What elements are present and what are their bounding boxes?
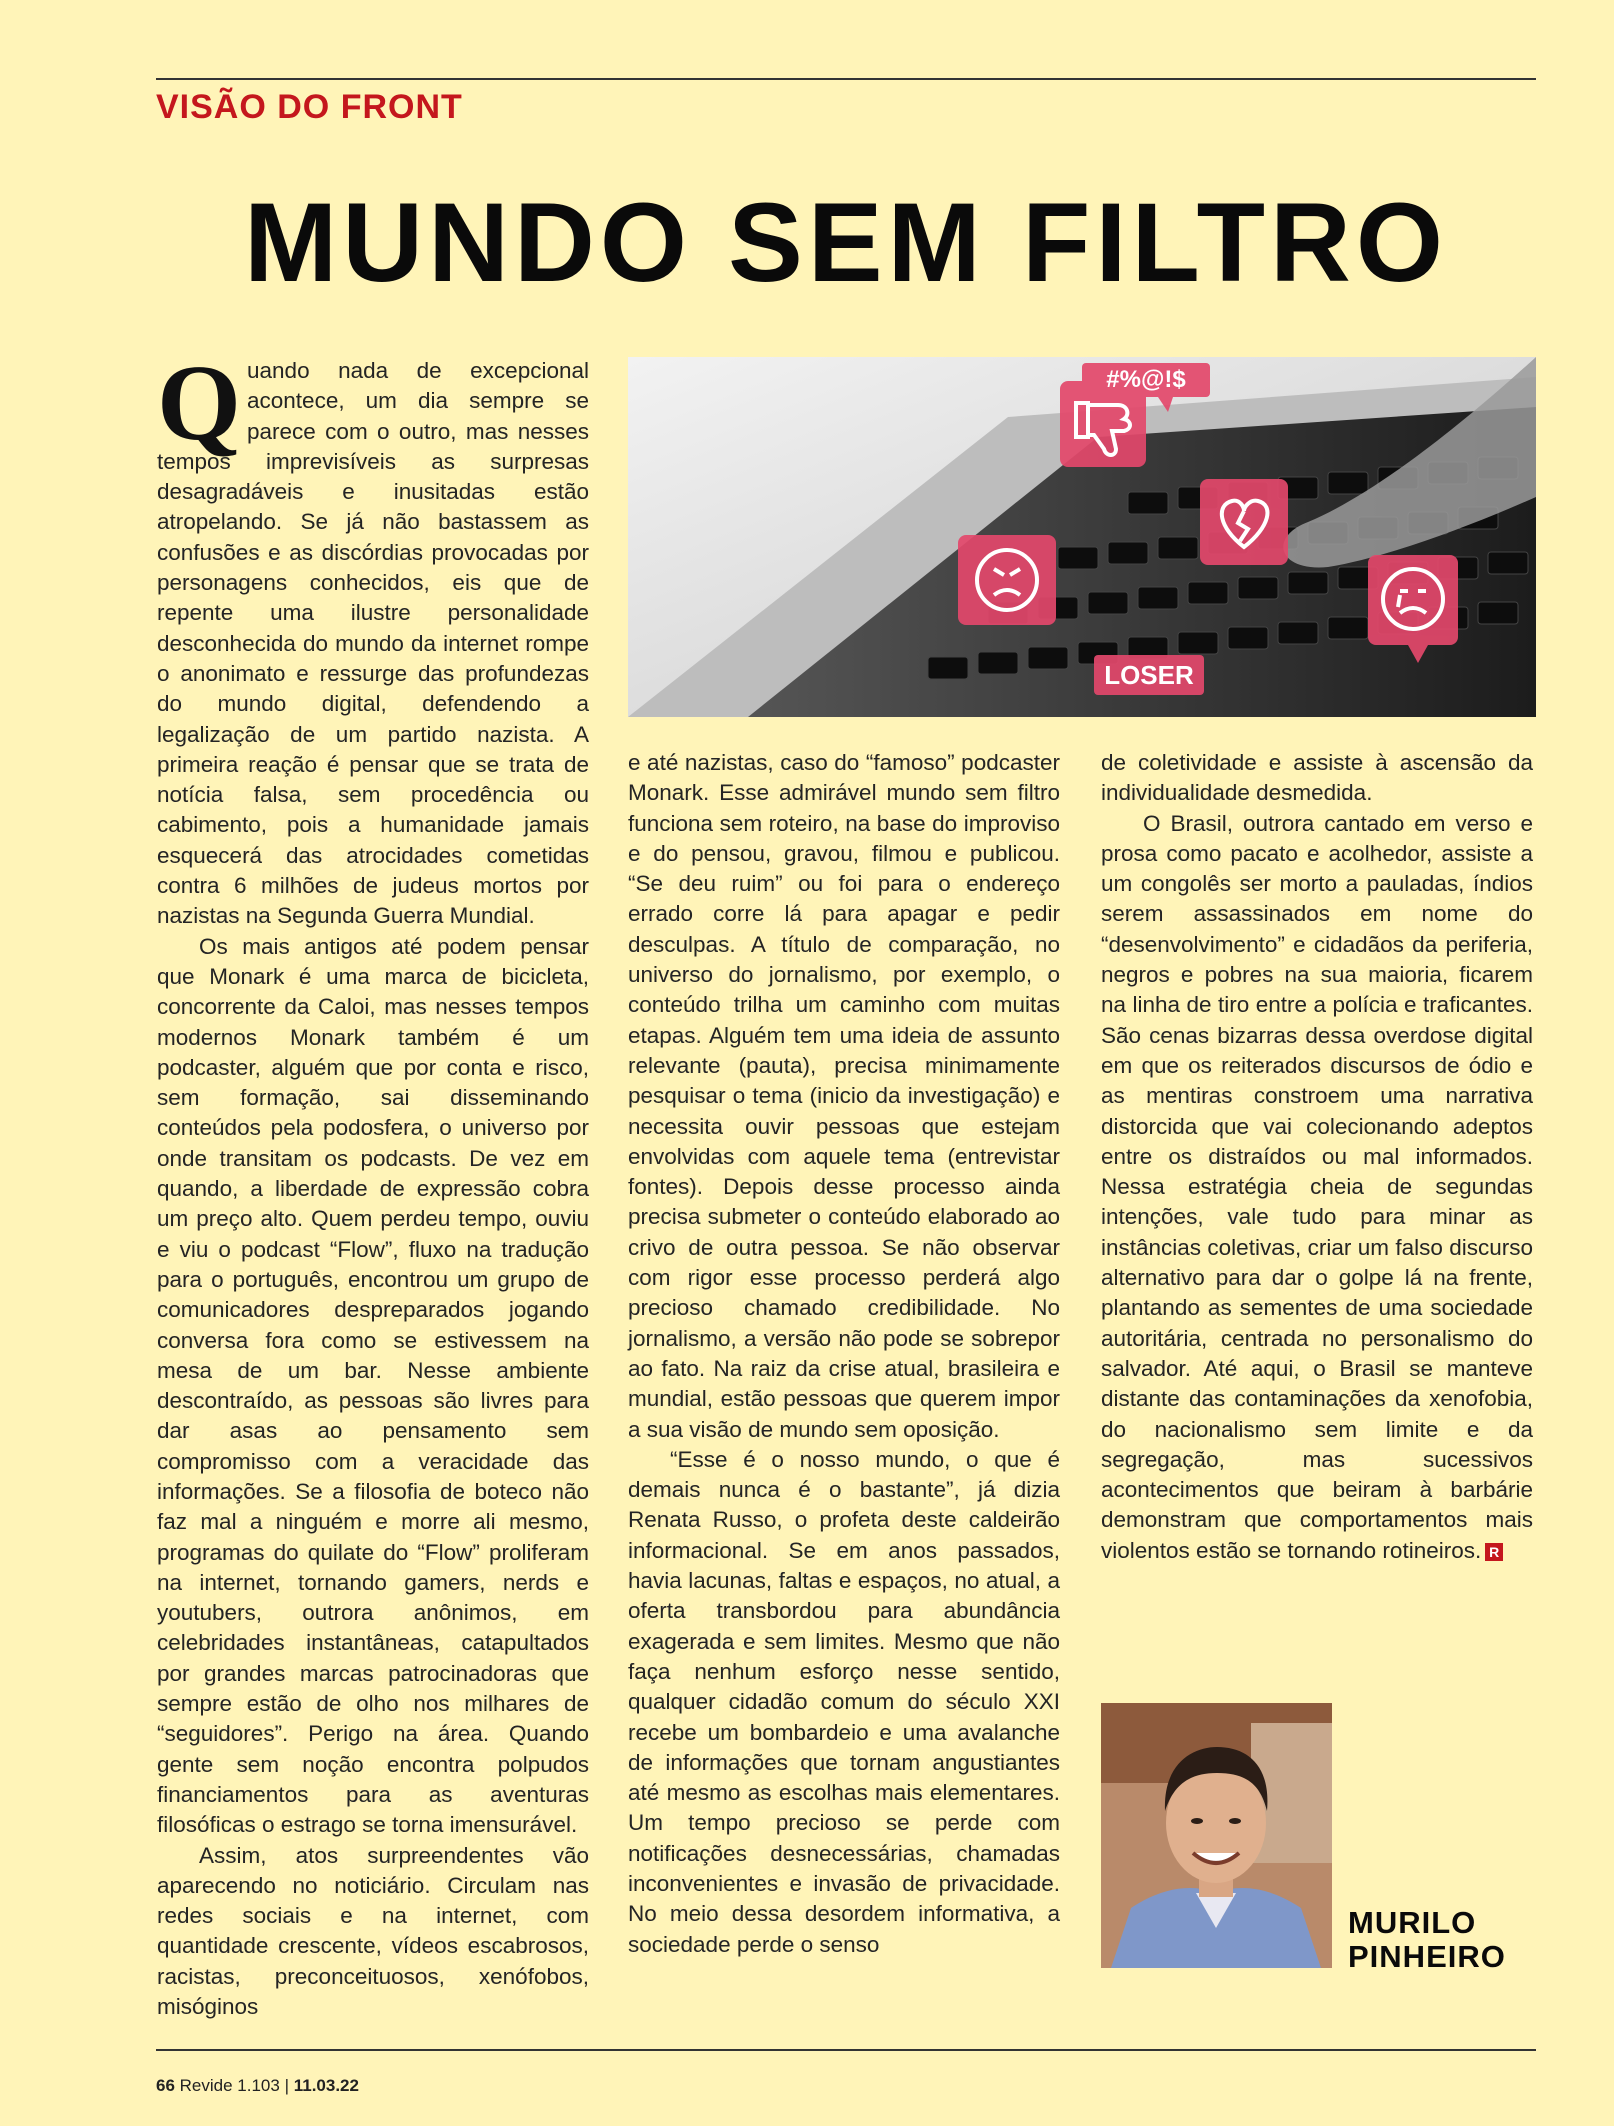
- drop-cap: Q: [157, 344, 242, 463]
- bubble-symbols-text: #%@!$: [1106, 366, 1186, 393]
- article-column-1: [157, 344, 589, 2022]
- article-paragraph: Os mais antigos até podem pensar que Monark é uma marca de bicicleta, concorrente da Caloi, mas nesses tempos modernos Monark também é um podcaster, alguém que por conta e risco, sem formação, sai disseminando conteúdos pela podosfera, o universo por onde transitam os podcasts. De vez em quando, a liberdade de expressão cobra um preço alto. Quem perdeu tempo, ouviu e viu o podcast “Flow”, fluxo na tradução para o português, encontrou um grupo de comunicadores despreparados jogando conversa fora como se estivessem na mesa de um bar. Nesse ambiente descontraído, as pessoas são livres para dar asas ao pensamento sem compromisso com a veracidade das informações. Se a filosofia de boteco não faz mal a ninguém e morre ali mesmo, programas do quilate do “Flow” proliferam na internet, tornando gamers, nerds e youtubers, outrora anônimos, em celebridades instantâneas, catapultados por grandes marcas patrocinadoras que sempre estão de olho nos milhares de “seguidores”. Perigo na área. Quando gente sem noção encontra polpudos financiamentos para as aventuras filosóficas o estrago se torna imensurável.: [157, 933, 589, 1838]
- page-footer: [156, 2076, 359, 2096]
- article-paragraph: O Brasil, outrora cantado em verso e prosa como pacato e acolhedor, assiste a um congolês ser morto a pauladas, índios serem assassinados em nome do “desenvolvimento” e cidadãos da periferia, negros e pobres na sua maioria, ficarem na linha de tiro entre a polícia e traficantes. São cenas bizarras dessa overdose digital em que os reiterados discursos de ódio e as mentiras constroem uma narrativa distorcida que vai colecionando adeptos entre os distraídos ou mal informados. Nessa estratégia cheia de segundas intenções, vale tudo para minar as instâncias coletivas, criar um falso discurso alternativo para dar o golpe lá na frente, plantando as sementes de uma sociedade autoritária, centrada no personalismo do salvador. Até aqui, o Brasil se manteve distante das contaminações da xenofobia, do nacionalismo sem limite e da segregação, mas sucessivos acontecimentos que beiram à barbárie demonstram que comportamentos mais violentos estão se tornando rotineiros. R: [1101, 810, 1533, 1563]
- author-name-line-2: PINHEIRO: [1348, 1939, 1506, 1974]
- article-paragraph: de coletividade e assiste à ascensão da individualidade desmedida.: [1101, 750, 1533, 806]
- author-name-line-1: MURILO: [1348, 1905, 1477, 1940]
- bottom-rule: [156, 2049, 1536, 2051]
- keyboard-illustration: [628, 357, 1536, 717]
- end-mark-icon: R: [1485, 1543, 1503, 1561]
- footer-separator: |: [284, 2076, 289, 2095]
- top-rule: [156, 78, 1536, 80]
- section-tag: VISÃO DO FRONT: [156, 88, 463, 126]
- headline: MUNDO SEM FILTRO: [243, 180, 1449, 305]
- author-name: [1348, 1906, 1506, 1974]
- article-column-2: [628, 748, 1060, 1960]
- page-number: 66: [156, 2076, 175, 2095]
- article-column-3: [1101, 748, 1533, 1566]
- article-paragraph: Quando nada de excepcional acontece, um dia sempre se parece com o outro, mas nesses tempos imprevisíveis as surpresas desagradáveis e inusitadas estão atropelando. Se já não bastassem as confusões e as discórdias provocadas por personagens conhecidos, eis que de repente uma ilustre personalidade desconhecida do mundo da internet rompe o anonimato e ressurge das profundezas do mundo digital, defendendo a legalização de um partido nazista. A primeira reação é pensar que se trata de notícia falsa, sem procedência ou cabimento, pois a humanidade jamais esquecerá das atrocidades cometidas contra 6 milhões de judeus mortos por nazistas na Segunda Guerra Mundial.: [157, 344, 589, 929]
- article-paragraph: Assim, atos surpreendentes vão aparecendo no noticiário. Circulam nas redes sociais e na internet, com quantidade crescente, vídeos escabrosos, racistas, preconceituosos, xenófobos, misóginos: [157, 1842, 589, 2020]
- issue-date: 11.03.22: [293, 2076, 359, 2095]
- bubble-loser-text: LOSER: [1104, 660, 1194, 690]
- article-paragraph: “Esse é o nosso mundo, o que é demais nunca é o bastante”, já dizia Renata Russo, o profeta deste caldeirão informacional. Se em anos passados, havia lacunas, faltas e espaços, no atual, a oferta transbordou para abundância exagerada e sem limites. Mesmo que não faça nenhum esforço nesse sentido, qualquer cidadão comum do século XXI recebe um bombardeio e uma avalanche de informações que tornam angustiantes até mesmo as escolhas mais elementares. Um tempo precioso se perde com notificações desnecessárias, chamadas inconvenientes e invasão de privacidade. No meio dessa desordem informativa, a sociedade perde o senso: [628, 1446, 1060, 1957]
- hero-image: [628, 357, 1536, 717]
- magazine-issue: Revide 1.103: [179, 2076, 280, 2095]
- avatar: [1101, 1703, 1332, 1968]
- author-photo: [1101, 1703, 1332, 1968]
- article-paragraph: e até nazistas, caso do “famoso” podcaster Monark. Esse admirável mundo sem filtro funciona sem roteiro, na base do improviso e do pensou, gravou, filmou e publicou. “Se deu ruim” ou foi para o endereço errado corre lá para apagar e pedir desculpas. A título de comparação, no universo do jornalismo, por exemplo, o conteúdo trilha um caminho com muitas etapas. Alguém tem uma ideia de assunto relevante (pauta), precisa minimamente pesquisar o tema (inicio da investigação) e necessita ouvir pessoas que estejam envolvidas com aquele tema (entrevistar fontes). Depois desse processo ainda precisa submeter o conteúdo elaborado ao crivo de outra pessoa. Se não observar com rigor esse processo perderá algo precioso chamado credibilidade. No jornalismo, a versão não pode se sobrepor ao fato. Na raiz da crise atual, brasileira e mundial, estão pessoas que querem impor a sua visão de mundo sem oposição.: [628, 750, 1060, 1442]
